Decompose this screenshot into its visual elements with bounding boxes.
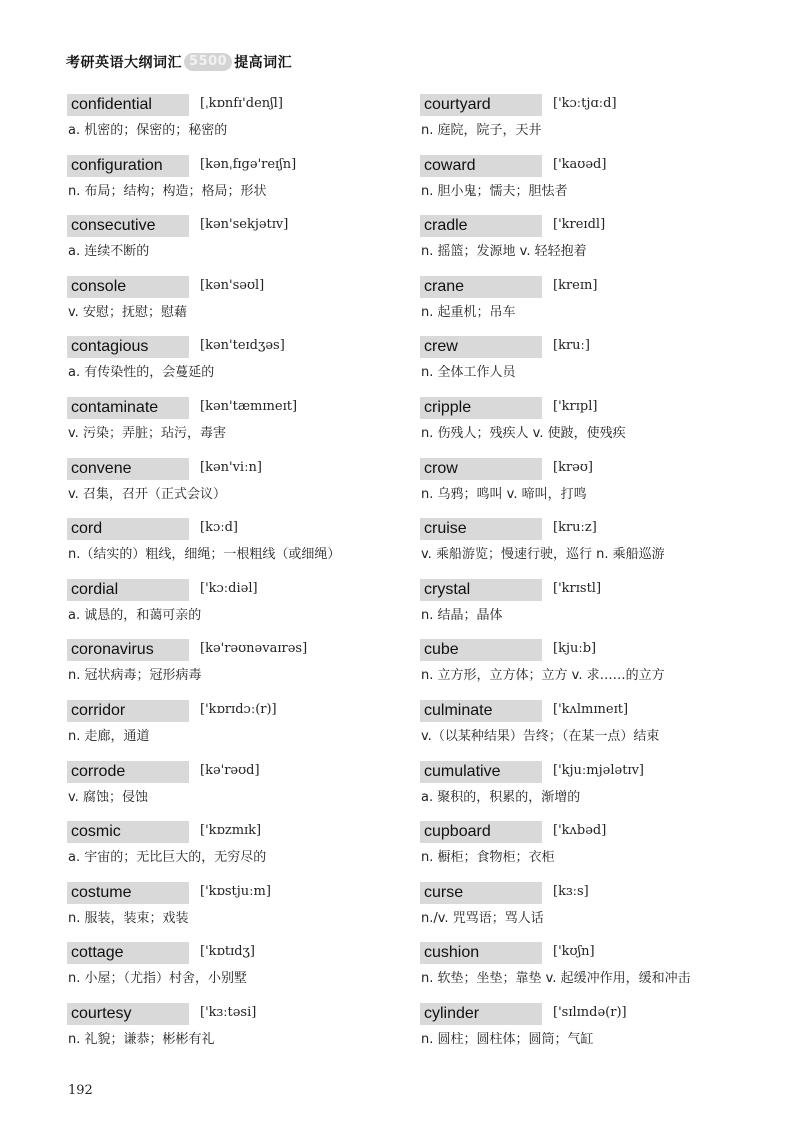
- vocab-entry: [67, 89, 447, 150]
- vocab-word: cumulative: [420, 761, 542, 783]
- vocab-pronunciation: ['kɒzmɪk]: [200, 823, 262, 839]
- vocab-word: culminate: [420, 700, 542, 722]
- vocab-entry: [420, 271, 800, 332]
- vocab-entry: [420, 695, 800, 756]
- vocab-pronunciation: [krəʊ]: [553, 459, 593, 475]
- vocab-entry: [420, 756, 800, 817]
- vocab-definition: n. 圆柱；圆柱体；圆筒；气缸: [421, 1031, 594, 1047]
- vocab-definition: v. 污染；弄脏；玷污，毒害: [68, 425, 226, 441]
- vocab-pronunciation: ['kʌlmɪneɪt]: [553, 701, 629, 717]
- vocab-definition: n. 走廊，通道: [68, 728, 150, 744]
- vocab-entry: [420, 453, 800, 514]
- vocab-word: crystal: [420, 579, 542, 601]
- vocab-entry: [420, 89, 800, 150]
- vocab-definition: n. 立方形，立方体；立方 v. 求……的立方: [421, 668, 665, 684]
- vocab-word: corridor: [67, 700, 189, 722]
- vocab-word: contaminate: [67, 397, 189, 419]
- vocab-definition: a. 连续不断的: [68, 244, 150, 260]
- vocab-word: cripple: [420, 397, 542, 419]
- vocab-entry: [67, 998, 447, 1059]
- vocab-pronunciation: [ˌkɒnfɪ'denʃl]: [200, 96, 283, 111]
- vocab-word: configuration: [67, 155, 189, 177]
- vocab-pronunciation: ['krɪpl]: [553, 398, 598, 414]
- vocab-word: crew: [420, 336, 542, 358]
- vocab-definition: n.（结实的）粗线，细绳；一根粗线（或细绳）: [68, 547, 341, 563]
- vocab-word: cushion: [420, 942, 542, 964]
- vocab-word: cord: [67, 518, 189, 540]
- vocab-pronunciation: [kreɪn]: [553, 277, 598, 293]
- vocab-entry: [420, 513, 800, 574]
- vocab-entry: [67, 695, 447, 756]
- vocab-pronunciation: ['kjuːmjələtɪv]: [553, 762, 645, 778]
- vocab-pronunciation: ['kɔːtjɑːd]: [553, 96, 617, 111]
- right-vocab-column: [420, 89, 800, 1059]
- vocab-word: cosmic: [67, 821, 189, 843]
- vocab-definition: v.（以某种结果）告终；（在某一点）结束: [421, 728, 660, 744]
- vocab-definition: n. 全体工作人员: [421, 365, 516, 381]
- vocab-definition: n. 软垫；坐垫；靠垫 v. 起缓冲作用，缓和冲击: [421, 971, 691, 987]
- vocab-pronunciation: ['kɒstjuːm]: [200, 883, 271, 899]
- vocab-entry: [420, 998, 800, 1059]
- vocab-word: cube: [420, 639, 542, 661]
- vocab-definition: v. 乘船游览；慢速行驶，巡行 n. 乘船巡游: [421, 547, 665, 563]
- vocab-word: curse: [420, 882, 542, 904]
- vocab-entry: [420, 392, 800, 453]
- vocab-entry: [67, 816, 447, 877]
- vocab-word: coward: [420, 155, 542, 177]
- vocab-pronunciation: ['kʊʃn]: [553, 944, 595, 960]
- vocab-pronunciation: [kən'səʊl]: [200, 277, 265, 293]
- header-subtitle: 提高词汇: [234, 55, 293, 71]
- vocab-definition: a. 有传染性的，会蔓延的: [68, 365, 215, 381]
- vocab-word: cordial: [67, 579, 189, 601]
- vocab-definition: n. 摇篮；发源地 v. 轻轻抱着: [421, 244, 587, 260]
- vocab-definition: v. 召集，召开（正式会议）: [68, 486, 226, 502]
- vocab-pronunciation: ['kɜːtəsi]: [200, 1004, 257, 1020]
- vocab-definition: n. 服装，装束；戏装: [68, 910, 189, 926]
- vocab-word: crane: [420, 276, 542, 298]
- vocab-pronunciation: [kruː]: [553, 338, 590, 354]
- vocab-pronunciation: [kən'viːn]: [200, 459, 262, 475]
- vocab-pronunciation: ['kɒrɪdɔː(r)]: [200, 701, 277, 717]
- vocab-definition: a. 聚积的，积累的，渐增的: [421, 789, 581, 805]
- vocab-entry: [67, 210, 447, 271]
- vocab-entry: [420, 210, 800, 271]
- vocab-word: costume: [67, 882, 189, 904]
- vocab-pronunciation: ['krɪstl]: [553, 580, 602, 596]
- vocab-word: corrode: [67, 761, 189, 783]
- vocab-entry: [420, 937, 800, 998]
- vocab-pronunciation: ['kɒtɪdʒ]: [200, 944, 255, 960]
- vocab-pronunciation: [kɜːs]: [553, 883, 589, 899]
- vocab-definition: n. 礼貌；谦恭；彬彬有礼: [68, 1031, 215, 1047]
- vocab-entry: [420, 877, 800, 938]
- vocab-definition: n. 结晶；晶体: [421, 607, 503, 623]
- vocab-word: courtesy: [67, 1003, 189, 1025]
- vocab-entry: [420, 574, 800, 635]
- vocab-definition: a. 机密的；保密的；秘密的: [68, 123, 228, 138]
- header-title: 考研英语大纲词汇: [66, 55, 182, 71]
- vocab-entry: [67, 271, 447, 332]
- vocab-definition: n. 伤残人；残疾人 v. 使跛，使残疾: [421, 425, 626, 441]
- vocab-entry: [420, 331, 800, 392]
- vocab-word: courtyard: [420, 94, 542, 116]
- vocab-entry: [67, 937, 447, 998]
- vocab-entry: [67, 634, 447, 695]
- vocab-pronunciation: [kruːz]: [553, 520, 597, 536]
- vocab-entry: [67, 453, 447, 514]
- vocab-entry: [420, 816, 800, 877]
- vocab-definition: v. 安慰；抚慰；慰藉: [68, 304, 187, 320]
- vocab-definition: n. 冠状病毒；冠形病毒: [68, 668, 202, 684]
- vocab-word: cylinder: [420, 1003, 542, 1025]
- vocab-word: cupboard: [420, 821, 542, 843]
- vocab-definition: a. 诚恳的，和蔼可亲的: [68, 607, 202, 623]
- vocab-entry: [420, 150, 800, 211]
- vocab-word: coronavirus: [67, 639, 189, 661]
- vocab-definition: n./v. 咒骂语；骂人话: [421, 910, 544, 926]
- vocab-definition: n. 乌鸦；鸣叫 v. 啼叫，打鸣: [421, 486, 587, 502]
- vocab-entry: [67, 513, 447, 574]
- vocab-word: consecutive: [67, 215, 189, 237]
- vocab-definition: n. 胆小鬼；懦夫；胆怯者: [421, 183, 568, 199]
- vocab-entry: [420, 634, 800, 695]
- vocab-entry: [67, 331, 447, 392]
- vocab-word: crow: [420, 458, 542, 480]
- vocab-pronunciation: [kjuːb]: [553, 641, 597, 657]
- left-vocab-column: [67, 89, 447, 1059]
- page-header: [66, 51, 292, 73]
- vocab-pronunciation: ['kreɪdl]: [553, 217, 606, 233]
- vocab-pronunciation: ['kʌbəd]: [553, 823, 607, 839]
- vocab-entry: [67, 150, 447, 211]
- vocab-word: cradle: [420, 215, 542, 237]
- vocab-entry: [67, 756, 447, 817]
- vocab-entry: [67, 392, 447, 453]
- vocab-word: contagious: [67, 336, 189, 358]
- vocab-definition: n. 橱柜；食物柜；衣柜: [421, 850, 555, 866]
- vocab-entry: [67, 877, 447, 938]
- vocab-pronunciation: [kən'teɪdʒəs]: [200, 338, 285, 354]
- vocab-pronunciation: [kən'tæmɪneɪt]: [200, 398, 298, 414]
- vocab-pronunciation: ['sɪlɪndə(r)]: [553, 1004, 627, 1020]
- vocab-definition: n. 庭院，院子，天井: [421, 123, 542, 138]
- vocab-definition: n. 小屋；（尤指）村舍，小别墅: [68, 971, 248, 987]
- vocab-word: confidential: [67, 94, 189, 116]
- vocab-pronunciation: [kə'rəʊnəvaɪrəs]: [200, 641, 308, 657]
- vocab-definition: v. 腐蚀；侵蚀: [68, 789, 148, 805]
- vocab-pronunciation: ['kɔːdiəl]: [200, 580, 258, 596]
- vocab-word: cottage: [67, 942, 189, 964]
- vocab-pronunciation: [kənˌfɪgə'reɪʃn]: [200, 156, 297, 172]
- header-badge: 5500: [184, 53, 232, 71]
- vocab-pronunciation: [kɔːd]: [200, 520, 239, 536]
- page-number: 192: [68, 1083, 93, 1098]
- vocab-pronunciation: [kən'sekjətɪv]: [200, 217, 289, 233]
- vocab-pronunciation: ['kaʊəd]: [553, 156, 607, 172]
- vocab-word: cruise: [420, 518, 542, 540]
- vocab-definition: a. 宇宙的；无比巨大的，无穷尽的: [68, 850, 267, 866]
- vocab-entry: [67, 574, 447, 635]
- vocab-definition: n. 布局；结构；构造；格局；形状: [68, 183, 267, 199]
- vocab-word: console: [67, 276, 189, 298]
- vocab-pronunciation: [kə'rəʊd]: [200, 762, 260, 778]
- vocab-word: convene: [67, 458, 189, 480]
- vocab-definition: n. 起重机；吊车: [421, 304, 516, 320]
